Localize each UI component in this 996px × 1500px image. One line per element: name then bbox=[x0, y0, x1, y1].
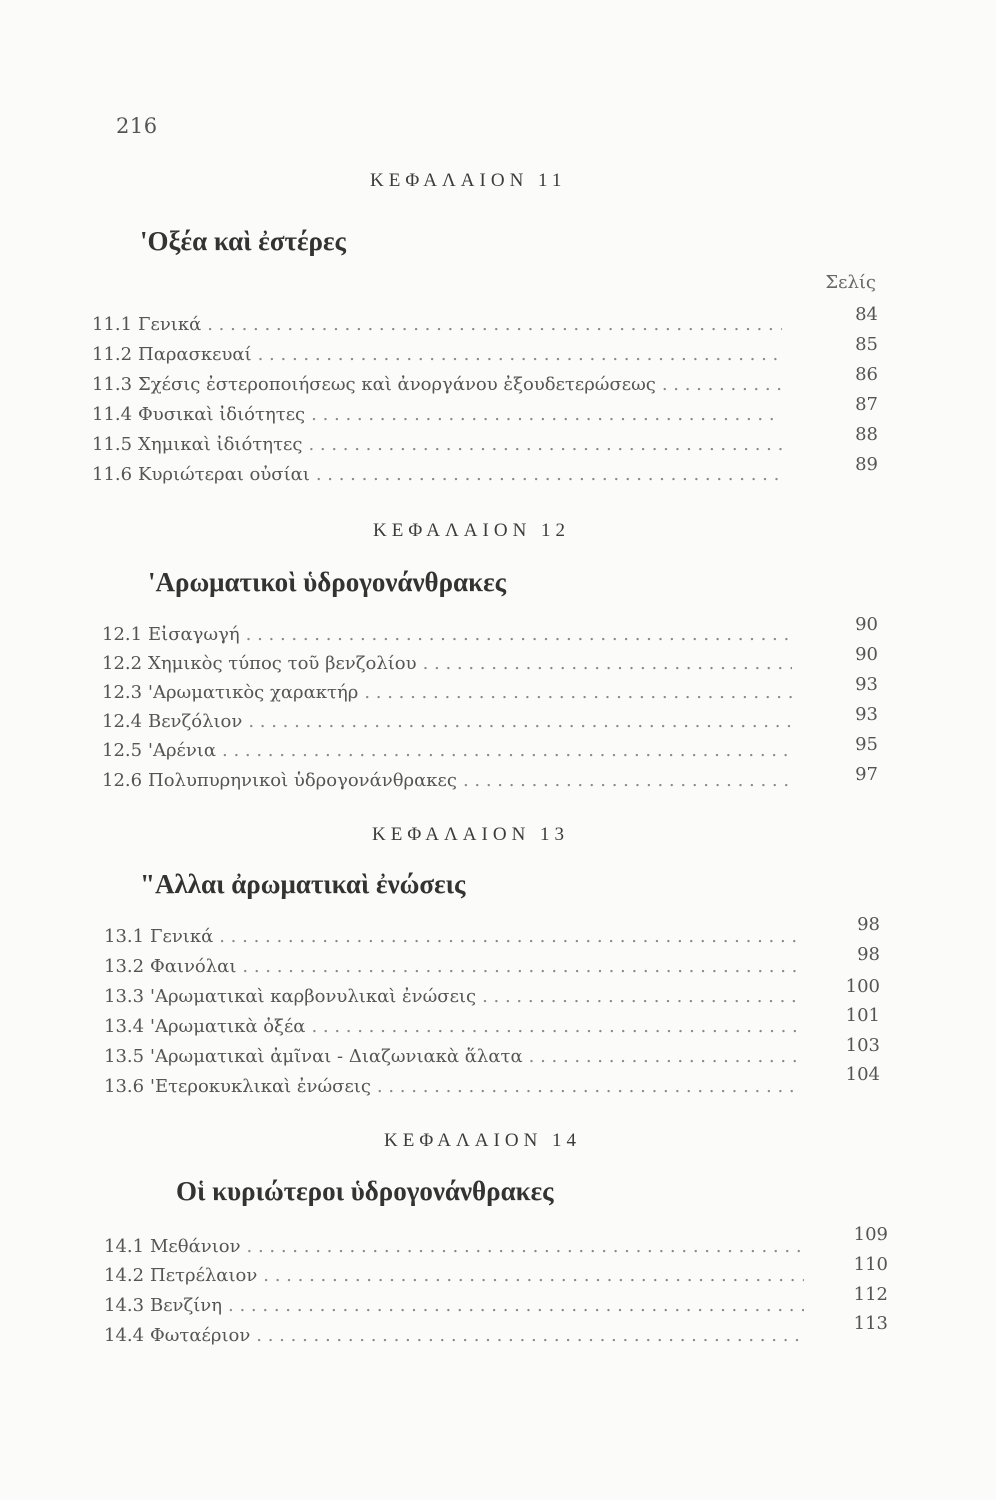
entry-number: 14.1 bbox=[104, 1236, 145, 1257]
entry-page: 98 bbox=[857, 944, 880, 965]
entry-title: Φυσικαὶ ἰδιότητες bbox=[138, 404, 306, 425]
chapter-title: 'Οξέα καὶ ἐστέρες bbox=[140, 226, 346, 256]
toc-entry[interactable] bbox=[102, 711, 792, 741]
entry-number: 13.5 bbox=[104, 1046, 145, 1067]
toc-entry[interactable] bbox=[104, 986, 800, 1016]
entry-page: 90 bbox=[855, 614, 878, 635]
entry-title: 'Αρωματικαὶ καρβονυλικαὶ ἐνώσεις bbox=[150, 986, 477, 1007]
entry-title: Μεθάνιον bbox=[150, 1236, 241, 1257]
entry-title: Γενικά bbox=[138, 314, 202, 335]
entry-page: 90 bbox=[855, 644, 878, 665]
entry-number: 13.1 bbox=[104, 926, 145, 947]
entry-page: 109 bbox=[853, 1224, 888, 1245]
dot-leader bbox=[482, 986, 800, 1007]
toc-entry[interactable] bbox=[104, 1016, 800, 1046]
chapter-heading: ΚΕΦΑΛΑΙΟΝ 12 bbox=[373, 520, 571, 541]
entry-title: Χημικαὶ ἰδιότητες bbox=[138, 434, 303, 455]
entry-page: 86 bbox=[855, 364, 878, 385]
entry-title: 'Αρένια bbox=[148, 740, 217, 761]
entry-number: 12.1 bbox=[102, 624, 143, 645]
toc-entry[interactable] bbox=[102, 740, 792, 770]
chapter-title: Οἱ κυριώτεροι ὑδρογονάνθρακες bbox=[176, 1176, 554, 1206]
entry-title: 'Αρωματικὰ ὀξέα bbox=[150, 1016, 306, 1037]
dot-leader bbox=[308, 434, 782, 455]
entry-page: 93 bbox=[855, 704, 878, 725]
dot-leader bbox=[246, 624, 792, 645]
entry-page: 103 bbox=[845, 1035, 880, 1056]
toc-entry[interactable] bbox=[92, 404, 782, 434]
entry-page: 85 bbox=[855, 334, 878, 355]
entry-title: Πετρέλαιον bbox=[150, 1265, 258, 1286]
entry-number: 12.4 bbox=[102, 711, 143, 732]
entry-title: Γενικά bbox=[150, 926, 214, 947]
dot-leader bbox=[263, 1265, 804, 1286]
entry-page: 88 bbox=[855, 424, 878, 445]
dot-leader bbox=[256, 1325, 804, 1346]
entry-number: 12.6 bbox=[102, 770, 143, 791]
entry-number: 13.4 bbox=[104, 1016, 145, 1037]
toc-entry[interactable] bbox=[102, 770, 792, 800]
chapter-heading: ΚΕΦΑΛΑΙΟΝ 13 bbox=[372, 824, 570, 845]
dot-leader bbox=[311, 1016, 800, 1037]
dot-leader bbox=[242, 956, 800, 977]
chapter-title: 'Αρωματικοὶ ὑδρογονάνθρακες bbox=[148, 567, 507, 597]
entry-number: 11.5 bbox=[92, 434, 133, 455]
toc-entry[interactable] bbox=[104, 956, 800, 986]
page-number: 216 bbox=[116, 114, 158, 138]
entry-page: 104 bbox=[845, 1064, 880, 1085]
entry-title: Παρασκευαί bbox=[138, 344, 252, 365]
dot-leader bbox=[219, 926, 800, 947]
entry-page: 98 bbox=[857, 914, 880, 935]
entry-page: 101 bbox=[845, 1005, 880, 1026]
entry-title: Βενζόλιον bbox=[148, 711, 243, 732]
entry-page: 93 bbox=[855, 674, 878, 695]
dot-leader bbox=[423, 653, 792, 674]
toc-entry[interactable] bbox=[102, 653, 792, 683]
toc-entry[interactable] bbox=[92, 464, 782, 494]
dot-leader bbox=[316, 464, 782, 485]
dot-leader bbox=[463, 770, 792, 791]
entry-number: 11.2 bbox=[92, 344, 133, 365]
entry-page: 100 bbox=[845, 976, 880, 997]
entry-number: 11.1 bbox=[92, 314, 133, 335]
entry-title: Χημικὸς τύπος τοῦ βενζολίου bbox=[148, 653, 417, 674]
toc-entry[interactable] bbox=[102, 682, 792, 712]
toc-entry[interactable] bbox=[102, 624, 792, 654]
entry-number: 14.4 bbox=[104, 1325, 145, 1346]
toc-entry[interactable] bbox=[92, 434, 782, 464]
dot-leader bbox=[248, 711, 792, 732]
dot-leader bbox=[377, 1076, 800, 1097]
entry-number: 13.2 bbox=[104, 956, 145, 977]
toc-entry[interactable] bbox=[104, 1295, 804, 1325]
toc-entry[interactable] bbox=[92, 344, 782, 374]
entry-number: 14.3 bbox=[104, 1295, 145, 1316]
entry-page: 89 bbox=[855, 454, 878, 475]
pages-column-label: Σελίς bbox=[825, 272, 876, 293]
entry-number: 11.3 bbox=[92, 374, 133, 395]
toc-entry[interactable] bbox=[92, 374, 782, 404]
dot-leader bbox=[222, 740, 792, 761]
entry-number: 13.6 bbox=[104, 1076, 145, 1097]
toc-entry[interactable] bbox=[104, 926, 800, 956]
dot-leader bbox=[311, 404, 782, 425]
entry-number: 12.2 bbox=[102, 653, 143, 674]
entry-page: 113 bbox=[853, 1313, 888, 1334]
entry-title: Εἰσαγωγή bbox=[148, 624, 240, 645]
entry-title: Πολυπυρηνικοὶ ὑδρογονάνθρακες bbox=[148, 770, 457, 791]
toc-entry[interactable] bbox=[104, 1325, 804, 1355]
chapter-heading: ΚΕΦΑΛΑΙΟΝ 11 bbox=[370, 170, 567, 191]
dot-leader bbox=[228, 1295, 804, 1316]
toc-entry[interactable] bbox=[104, 1236, 804, 1266]
toc-entry[interactable] bbox=[92, 314, 782, 344]
dot-leader bbox=[529, 1046, 800, 1067]
entry-title: 'Αρωματικαὶ ἀμῖναι - Διαζωνιακὰ ἅλατα bbox=[150, 1046, 523, 1067]
entry-page: 95 bbox=[855, 734, 878, 755]
dot-leader bbox=[207, 314, 782, 335]
entry-title: Σχέσις ἐστεροποιήσεως καὶ ἀνοργάνου ἐξουδετερώσεως bbox=[138, 374, 656, 395]
dot-leader bbox=[247, 1236, 804, 1257]
toc-entry[interactable] bbox=[104, 1265, 804, 1295]
entry-page: 84 bbox=[855, 304, 878, 325]
entry-number: 12.3 bbox=[102, 682, 143, 703]
entry-page: 110 bbox=[853, 1254, 888, 1275]
entry-title: 'Ετεροκυκλικαὶ ἐνώσεις bbox=[150, 1076, 371, 1097]
entry-page: 87 bbox=[855, 394, 878, 415]
entry-page: 97 bbox=[855, 764, 878, 785]
entry-title: Κυριώτεραι οὐσίαι bbox=[138, 464, 310, 485]
chapter-title: "Αλλαι ἀρωματικαὶ ἐνώσεις bbox=[140, 869, 466, 899]
entry-title: 'Αρωματικὸς χαρακτήρ bbox=[148, 682, 359, 703]
dot-leader bbox=[258, 344, 782, 365]
entry-page: 112 bbox=[853, 1284, 888, 1305]
dot-leader bbox=[662, 374, 782, 395]
entry-number: 11.6 bbox=[92, 464, 133, 485]
toc-entry[interactable] bbox=[104, 1076, 800, 1106]
entry-number: 13.3 bbox=[104, 986, 145, 1007]
entry-number: 14.2 bbox=[104, 1265, 145, 1286]
dot-leader bbox=[364, 682, 792, 703]
chapter-heading: ΚΕΦΑΛΑΙΟΝ 14 bbox=[384, 1130, 582, 1151]
entry-title: Φωταέριον bbox=[150, 1325, 251, 1346]
entry-number: 11.4 bbox=[92, 404, 133, 425]
entry-number: 12.5 bbox=[102, 740, 143, 761]
toc-entry[interactable] bbox=[104, 1046, 800, 1076]
entry-title: Βενζίνη bbox=[150, 1295, 223, 1316]
entry-title: Φαινόλαι bbox=[150, 956, 237, 977]
